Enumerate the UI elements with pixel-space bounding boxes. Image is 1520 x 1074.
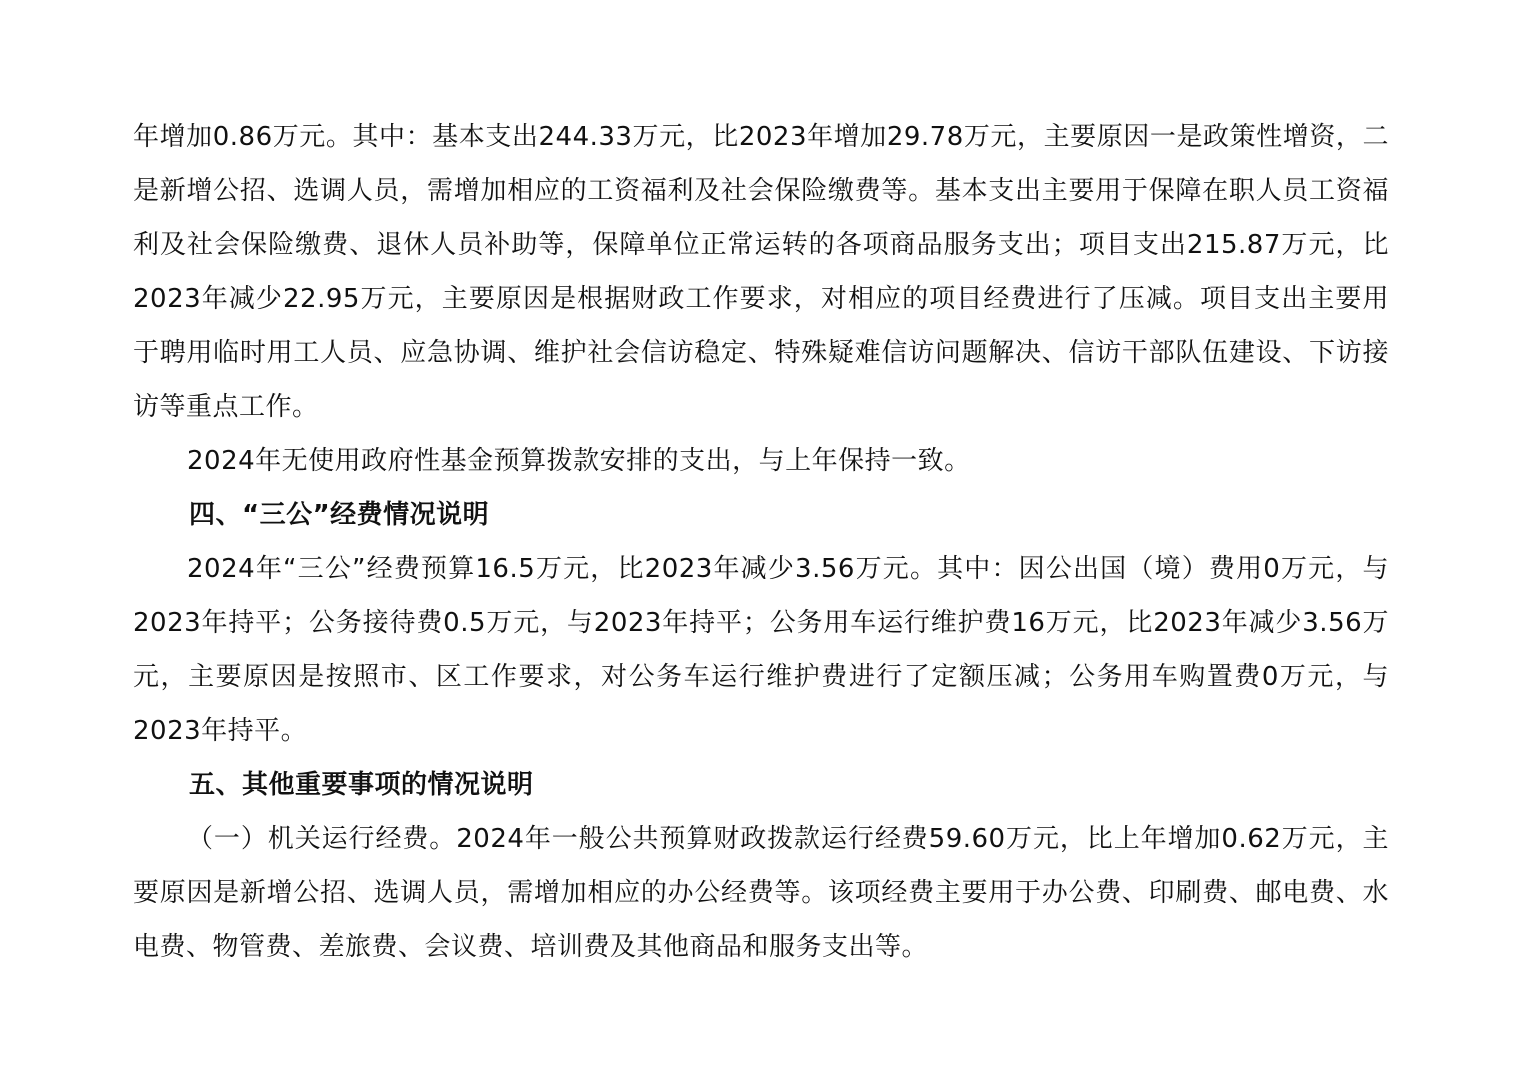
- paragraph-operating-funds: （一）机关运行经费。2024年一般公共预算财政拨款运行经费59.60万元，比上年增加0.62万元，主要原因是新增公招、选调人员，需增加相应的办公经费等。该项经费主要用于办公费、印刷费、邮电费、水电费、物管费、差旅费、会议费、培训费及其他商品和服务支出等。: [133, 824, 1389, 962]
- section-heading-other-matters: 五、其他重要事项的情况说明: [189, 770, 534, 800]
- paragraph-three-public-funds: 2024年“三公”经费预算16.5万元，比2023年减少3.56万元。其中：因公出国（境）费用0万元，与2023年持平；公务接待费0.5万元，与2023年持平；公务用车运行维护费16万元，比2023年减少3.56万元，主要原因是按照市、区工作要求，对公务车运行维护费进行了定额压减；公务用车购置费0万元，与2023年持平。: [133, 554, 1390, 746]
- document-body: [133, 110, 1389, 974]
- paragraph-continued-expenditure: 年增加0.86万元。其中：基本支出244.33万元，比2023年增加29.78万元，主要原因一是政策性增资，二是新增公招、选调人员，需增加相应的工资福利及社会保险缴费等。基本支出主要用于保障在职人员工资福利及社会保险缴费、退休人员补助等，保障单位正常运转的各项商品服务支出；项目支出215.87万元，比2023年减少22.95万元，主要原因是根据财政工作要求，对相应的项目经费进行了压减。项目支出主要用于聘用临时用工人员、应急协调、维护社会信访稳定、特殊疑难信访问题解决、信访干部队伍建设、下访接访等重点工作。: [133, 122, 1389, 422]
- paragraph-government-fund: 2024年无使用政府性基金预算拨款安排的支出，与上年保持一致。: [187, 446, 971, 476]
- section-heading-three-public-funds: 四、“三公”经费情况说明: [189, 500, 490, 530]
